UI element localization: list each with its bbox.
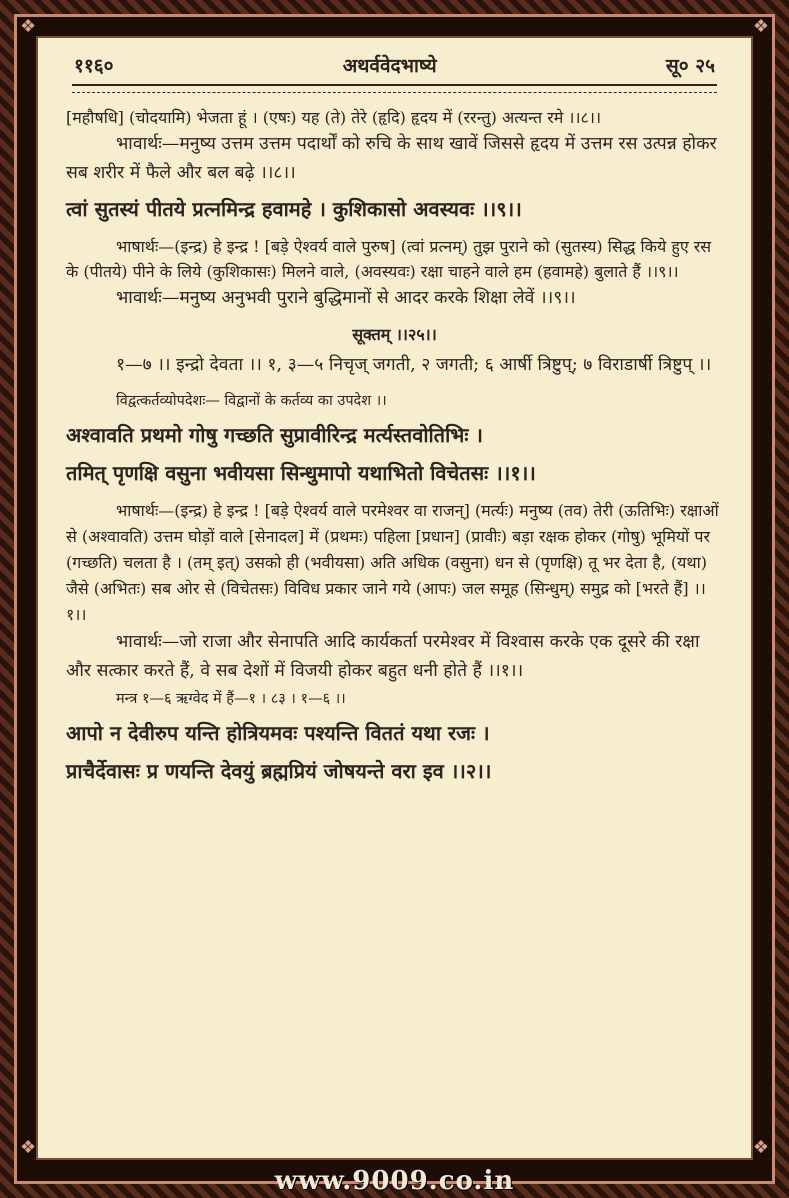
- bhavartha-text: भावार्थः—जो राजा और सेनापति आदि कार्यकर्ता परमेश्वर में विश्वास करके एक दूसरे की रक्षा और सत्कार करते हैं, वे सब देशों में विजयी होकर बहुत धनी होते हैं ।।१।।: [66, 632, 700, 681]
- website-link[interactable]: www.9009.co.in: [274, 1166, 515, 1196]
- upadesh-line: विद्वत्कर्तव्योपदेशः— विद्वानों के कर्तव्य का उपदेश ।।: [116, 393, 387, 409]
- corner-ornament-icon: ❖: [20, 16, 37, 37]
- corner-ornament-icon: ❖: [20, 1137, 37, 1158]
- book-page: [36, 36, 753, 1160]
- mantra-line: अश्वावति प्रथमो गोषु गच्छति सुप्रावीरिन्द्र मर्त्यस्तवोतिभिः ।: [66, 423, 483, 447]
- sukta-reference: सू० २५: [665, 55, 715, 77]
- bhashartha-text: भाषार्थः—(इन्द्र) हे इन्द्र ! [बड़े ऐश्वर्य वाले परमेश्वर वा राजन्] (मर्त्यः) मनुष्य (तव) तेरी (ऊतिभिः) रक्षाओं से (अश्वावति) उत्तम घोड़ों वाले [सेनादल] में (प्रथमः) पहिला [प्रधान] (प्रावीः) बड़ा रक्षक होकर (गोषु) भूमियों पर (गच्छति) चलता है । (तम् इत्) उसको ही (भवीयसा) अति अधिक (वसुना) धन से (पृणक्षि) तू भर देता है, (यथा) जैसे (अभितः) सब ओर से (विचेतसः) विविध प्रकार जाने गये (आपः) जल समूह (सिन्धुम्) समुद्र को [भरते हैं] ।।१।।: [66, 501, 719, 624]
- corner-ornament-icon: ❖: [752, 16, 769, 37]
- mantra-line: प्राचैर्देवासः प्र णयन्ति देवयुं ब्रह्मप्रियं जोषयन्ते वरा इव ।।२।।: [66, 759, 492, 783]
- footer-bar: [0, 1164, 789, 1198]
- mantra-line: आपो न देवीरुप यन्ति होत्रियमवः पश्यन्ति विततं यथा रजः ।: [66, 721, 490, 745]
- bhavartha-text: भावार्थः—मनुष्य अनुभवी पुराने बुद्धिमानों से आदर करके शिक्षा लेवें ।।९।।: [116, 288, 576, 308]
- bhavartha-text: भावार्थः—मनुष्य उत्तम उत्तम पदार्थों को रुचि के साथ खावें जिससे हृदय में उत्तम रस उत्पन्न होकर सब शरीर में फैले और बल बढ़े ।।८।।: [66, 134, 717, 183]
- book-title: अथर्ववेदभाष्ये: [342, 55, 437, 77]
- header-rule: [72, 84, 717, 93]
- mantra-line: तमित् पृणक्षि वसुना भवीयसा सिन्धुमापो यथाभितो विचेतसः ।।१।।: [66, 461, 536, 485]
- corner-ornament-icon: ❖: [752, 1137, 769, 1158]
- rigveda-reference: मन्त्र १—६ ऋग्वेद में हैं—१ । ८३ । १—६ ।।: [116, 691, 346, 707]
- bhashartha-text: भाषार्थः—(इन्द्र) हे इन्द्र ! [बड़े ऐश्वर्य वाले पुरुष] (त्वां प्रत्नम्) तुझ पुराने को (सुतस्य) सिद्ध किये हुए रस के (पीतये) पीने के लिये (कुशिकासः) मिलने वाले, (अवस्यवः) रक्षा चाहने वाले हम (हवामहे) बुलाते हैं ।।९।।: [66, 237, 712, 281]
- bhashartha-text: [महौषधि] (चोदयामि) भेजता हूं । (एषः) यह (ते) तेरे (हृदि) हृदय में (ररन्तु) अत्यन्त रमे ।।८।।: [66, 108, 602, 127]
- mantra-line: त्वां सुतस्यं पीतये प्रत्नमिन्द्र हवामहे । कुशिकासो अवस्यवः ।।९।।: [66, 197, 522, 221]
- devata-chhanda-line: १—७ ।। इन्द्रो देवता ।। १, ३—५ निचृज् जगती, २ जगती; ६ आर्षी त्रिष्टुप्; ७ विराडार्षी त्रिष्टुप् ।।: [116, 355, 712, 375]
- page-header: [66, 52, 723, 84]
- sukta-heading: सूक्तम् ।।२५।।: [352, 325, 437, 344]
- page-number: ११६०: [74, 55, 114, 77]
